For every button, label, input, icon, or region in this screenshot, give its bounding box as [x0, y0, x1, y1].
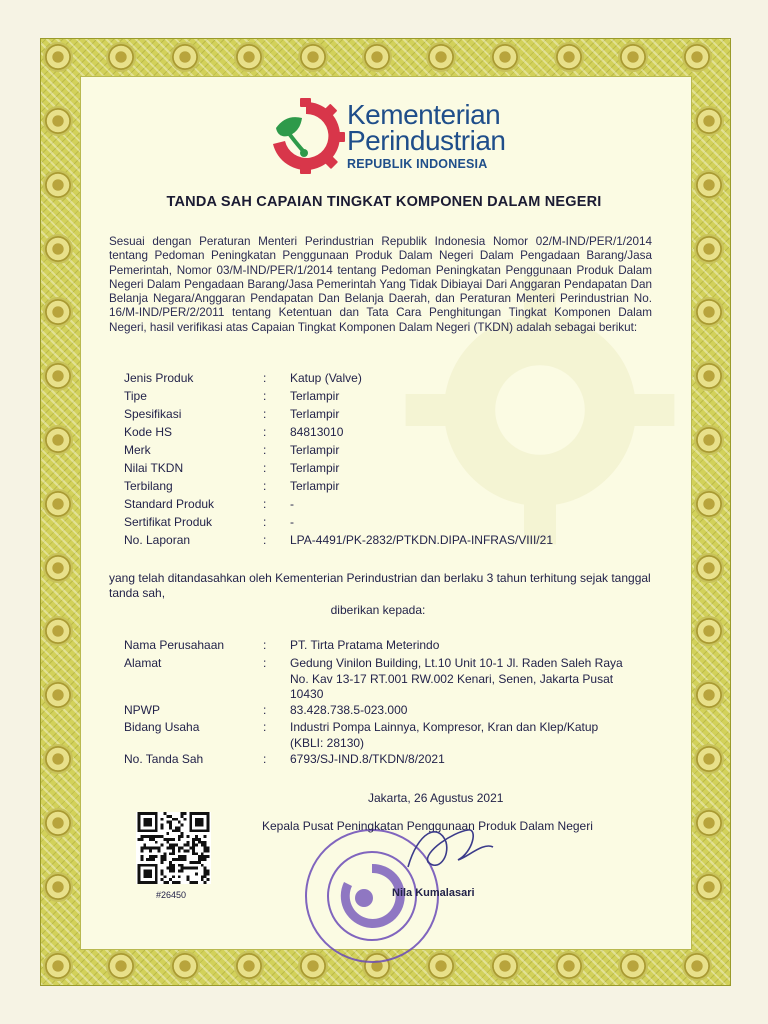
border-medallion	[492, 953, 518, 979]
qr-id-label: #26450	[156, 890, 187, 900]
intro-paragraph: Sesuai dengan Peraturan Menteri Perindustrian Republik Indonesia Nomor 02/M-IND/PER/1/2014 tentang Pedoman Peningkatan Penggunaan Produk Dalam Negeri Dalam Pengadaan Barang/Jasa Pemerintah, Nomor 03/M-IND/PER/1/2014 tentang Pedoman Peningkatan Penggunaan Produk Dalam Negeri Dalam Pengadaan Barang/Jasa Pemerintah Yang Tidak Dibiayai Dari Anggaran Pendapatan Dan Belanja Negara/Anggaran Pendapatan Dan Belanja Daerah, dan Peraturan Menteri Perindustrian No. 16/M-IND/PER/2/2011 tentang Ketentuan dan Tata Cara Penghitungan Tingkat Komponen Dalam Negeri, hasil verifikasi atas Capaian Tingkat Komponen Dalam Negeri (TKDN) adalah sebagai berikut:	[109, 235, 652, 334]
certificate-number: 6793/SJ-IND.8/TKDN/8/2021	[290, 752, 445, 766]
company-name: PT. Tirta Pratama Meterindo	[290, 638, 440, 652]
border-medallion	[172, 953, 198, 979]
report-number: LPA-4491/PK-2832/PTKDN.DIPA-INFRAS/VIII/21	[290, 533, 553, 547]
field-colon: :	[263, 371, 267, 385]
field-label: Nama Perusahaan	[124, 638, 225, 652]
given-to-text: diberikan kepada:	[330, 603, 426, 617]
certificate-title: TANDA SAH CAPAIAN TINGKAT KOMPONEN DALAM NEGERI	[166, 194, 602, 210]
field-colon: :	[263, 479, 267, 493]
field-colon: :	[263, 533, 267, 547]
border-medallion	[45, 427, 71, 453]
border-medallion	[45, 363, 71, 389]
field-label: Jenis Produk	[124, 371, 194, 385]
field-colon: :	[263, 407, 267, 421]
border-medallion	[45, 874, 71, 900]
border-medallion	[236, 44, 262, 70]
field-value: Katup (Valve)	[290, 371, 362, 385]
border-medallion	[45, 810, 71, 836]
field-label: Spesifikasi	[124, 407, 182, 421]
signer-position: Kepala Pusat Peningkatan Penggunaan Produk Dalam Negeri	[262, 819, 593, 833]
field-label: Kode HS	[124, 425, 173, 439]
field-value: Terlampir	[290, 407, 340, 421]
field-label: NPWP	[124, 703, 160, 717]
border-medallion	[45, 108, 71, 134]
border-medallion	[45, 44, 71, 70]
field-colon: :	[263, 515, 267, 529]
signer-name: Nila Kumalasari	[392, 887, 475, 899]
kemenperin-logo-icon	[266, 98, 346, 174]
handwritten-signature-icon	[398, 812, 498, 882]
field-label: Sertifikat Produk	[124, 515, 213, 529]
logo-line-3: REPUBLIK INDONESIA	[347, 157, 488, 171]
field-label: Alamat	[124, 656, 162, 670]
field-colon: :	[263, 461, 267, 475]
field-value: Terlampir	[290, 461, 340, 475]
field-value: -	[290, 515, 294, 529]
field-colon: :	[263, 703, 267, 717]
field-colon: :	[263, 425, 267, 439]
field-colon: :	[263, 638, 267, 652]
logo-line-1: Kementerian	[347, 99, 501, 130]
qr-code-icon[interactable]	[136, 812, 211, 884]
border-medallion	[108, 953, 134, 979]
field-colon: :	[263, 443, 267, 457]
border-medallion	[45, 682, 71, 708]
validity-statement: yang telah ditandasahkan oleh Kementerian Perindustrian dan berlaku 3 tahun terhitung sejak tanggal tanda sah,	[109, 571, 651, 600]
border-medallion	[696, 746, 722, 772]
border-medallion	[108, 44, 134, 70]
field-colon: :	[263, 389, 267, 403]
field-colon: :	[263, 656, 267, 670]
border-medallion	[428, 44, 454, 70]
signing-date: Jakarta, 26 Agustus 2021	[368, 791, 504, 805]
border-medallion	[45, 953, 71, 979]
field-value: Terlampir	[290, 443, 340, 457]
field-value: Terlampir	[290, 479, 340, 493]
company-address: Gedung Vinilon Building, Lt.10 Unit 10-1 Jl. Raden Saleh Raya No. Kav 13-17 RT.001 RW.002 Kenari, Senen, Jakarta Pusat 10430	[290, 656, 623, 701]
border-medallion	[45, 746, 71, 772]
field-label: No. Laporan	[124, 533, 191, 547]
field-colon: :	[263, 497, 267, 511]
field-value: -	[290, 497, 294, 511]
border-medallion	[620, 44, 646, 70]
border-medallion	[556, 44, 582, 70]
border-medallion	[620, 953, 646, 979]
field-label: No. Tanda Sah	[124, 752, 204, 766]
border-medallion	[172, 44, 198, 70]
field-colon: :	[263, 752, 267, 766]
border-medallion	[492, 44, 518, 70]
business-field-value: Industri Pompa Lainnya, Kompresor, Kran dan Klep/Katup (KBLI: 28130)	[290, 720, 599, 750]
border-medallion	[696, 682, 722, 708]
field-value: 84813010	[290, 425, 344, 439]
border-medallion	[684, 953, 710, 979]
border-medallion	[236, 953, 262, 979]
field-label: Tipe	[124, 389, 147, 403]
border-medallion	[45, 491, 71, 517]
logo-line-2: Perindustrian	[347, 125, 506, 156]
border-medallion	[364, 44, 390, 70]
field-value: Terlampir	[290, 389, 340, 403]
field-label: Merk	[124, 443, 151, 457]
border-medallion	[696, 108, 722, 134]
npwp-value: 83.428.738.5-023.000	[290, 703, 408, 717]
border-medallion	[45, 555, 71, 581]
field-colon: :	[263, 720, 267, 734]
border-medallion	[556, 953, 582, 979]
border-medallion	[684, 44, 710, 70]
field-label: Bidang Usaha	[124, 720, 200, 734]
field-label: Nilai TKDN	[124, 461, 184, 475]
border-medallion	[696, 810, 722, 836]
border-medallion	[300, 44, 326, 70]
ministry-logo-text	[347, 99, 506, 171]
field-label: Terbilang	[124, 479, 173, 493]
field-label: Standard Produk	[124, 497, 215, 511]
border-medallion	[696, 874, 722, 900]
given-to-label	[0, 603, 768, 617]
border-medallion	[45, 236, 71, 262]
